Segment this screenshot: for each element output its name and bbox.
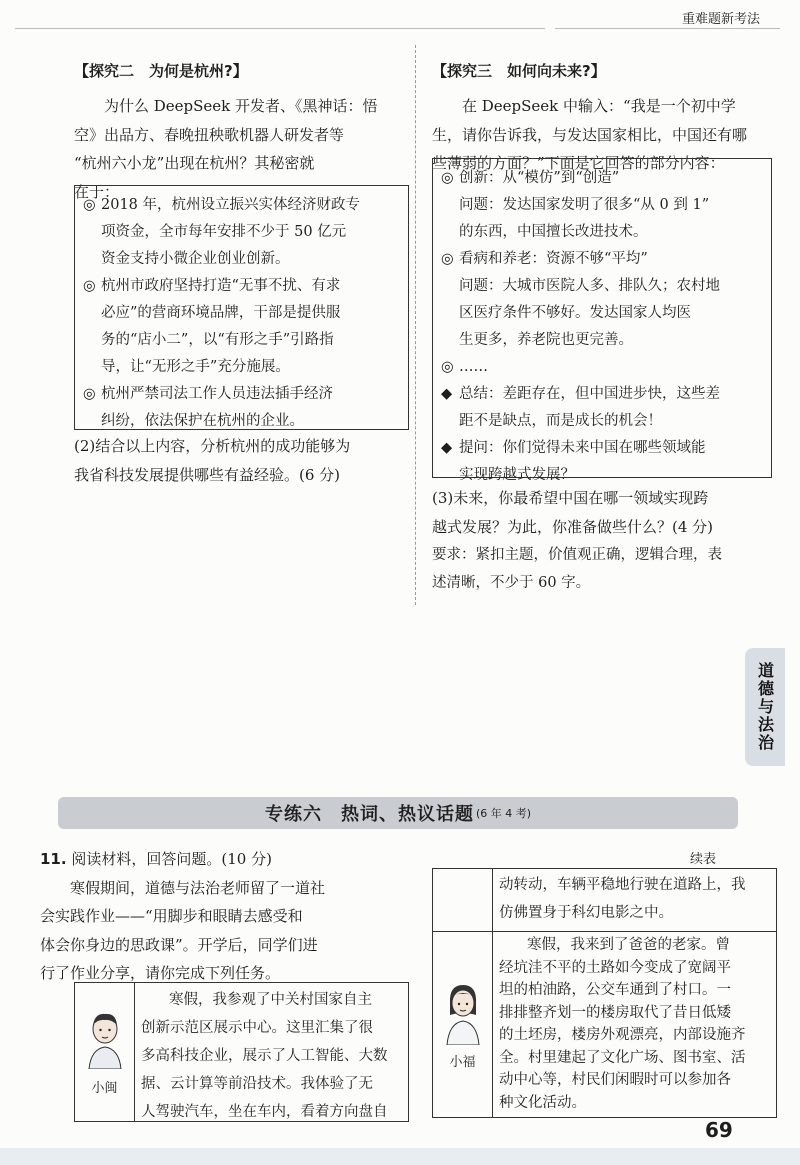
xiaofu-text (493, 932, 776, 1118)
intro-line: “杭州六小龙”出现在杭州？其秘密就 (74, 154, 315, 172)
empty-avatar-cell (433, 869, 493, 931)
section-banner (58, 797, 738, 829)
circle-marker-icon: ◎ (83, 386, 96, 402)
item-line: 导，让“无形之手”充分施展。 (101, 359, 290, 375)
header-title: 重难题新考法 (681, 12, 760, 27)
continued-label: 续表 (690, 852, 717, 867)
circle-marker-icon: ◎ (441, 251, 454, 267)
answer-item (441, 381, 763, 435)
text-line: 寒假，我来到了爸爸的老家。曾 (527, 937, 730, 953)
question-line: 述清晰，不少于 60 字。 (432, 575, 591, 591)
xiaomin-text (135, 983, 408, 1121)
page-number: 69 (705, 1118, 733, 1142)
question-11 (40, 845, 410, 988)
body-line: 行了作业分享，请你完成下列任务。 (40, 964, 281, 982)
item-line: 看病和养老：资源不够“平均” (459, 251, 648, 267)
text-line: 据、云计算等前沿技术。我体验了无 (141, 1076, 373, 1092)
intro-line: 生，请你告诉我，与发达国家相比，中国还有哪 (432, 125, 748, 144)
item-line: 距不是缺点，而是成长的机会！ (459, 413, 662, 429)
diamond-marker-icon: ◆ (441, 386, 453, 402)
circle-marker-icon: ◎ (83, 197, 96, 213)
continued-row (433, 869, 776, 932)
section-title: 专练六 热词、热议话题 (264, 804, 474, 825)
header-rule (15, 28, 545, 29)
intro-line: 些薄弱的方面？”下面是它回答的部分内容： (432, 154, 725, 172)
text-line: 动转动，车辆平稳地行驶在道路上，我 (499, 877, 746, 893)
section-note: (6 年 4 考) (475, 807, 532, 820)
xiaomin-name: 小闽 (91, 1080, 118, 1096)
girl-avatar-icon (441, 981, 485, 1045)
item-line: 区医疗条件不够好。发达国家人均医 (459, 305, 691, 321)
boy-avatar-icon (83, 1009, 127, 1069)
item-line: 创新：从“模仿”到“创造” (459, 170, 620, 186)
material-item (83, 273, 400, 381)
bottom-decorative-band (0, 1148, 800, 1165)
text-line: 多高科技企业，展示了人工智能、大数 (141, 1048, 388, 1064)
xiaofu-avatar-cell (433, 932, 493, 1118)
question-line: 要求：紧扣主题，价值观正确，逻辑合理，表 (432, 547, 722, 563)
item-line: 纠纷，依法保护在杭州的企业。 (101, 413, 304, 429)
continued-table (432, 868, 777, 1118)
item-line: 必应”的营商环境品牌，干部是提供服 (101, 305, 341, 321)
intro-line: 为什么 DeepSeek 开发者、《黑神话：悟 (104, 97, 378, 115)
side-tab-label: 道德与法治 (755, 662, 775, 752)
answer-item (441, 435, 763, 489)
text-line: 坦的柏油路，公交车通到了村口。一 (499, 982, 731, 998)
text-line: 动中心等，村民们闲暇时可以参加各 (499, 1072, 731, 1088)
answer-item (441, 246, 763, 354)
text-line: 人驾驶汽车，坐在车内，看着方向盘自 (141, 1104, 388, 1120)
intro-line: 在 DeepSeek 中输入：“我是一个初中学 (462, 97, 736, 115)
text-line: 经坑洼不平的土路如今变成了宽阔平 (499, 959, 731, 976)
inquiry-2-materials-box (74, 185, 409, 430)
body-line: 会实践作业——“用脚步和眼睛去感受和 (40, 907, 303, 925)
text-line: 种文化活动。 (499, 1094, 586, 1111)
text-line: 的土坯房，楼房外观漂亮，内部设施齐 (499, 1027, 746, 1043)
question-line: (3)未来，你最希望中国在哪一领域实现跨 (432, 489, 709, 507)
question-stem: 阅读材料，回答问题。(10 分) (71, 850, 272, 868)
item-line: 杭州严禁司法工作人员违法插手经济 (101, 386, 333, 402)
item-line: 总结：差距存在，但中国进步快，这些差 (459, 386, 720, 402)
text-line: 排排整齐划一的楼房取代了昔日低矮 (499, 1004, 731, 1021)
text-line: 全。村里建起了文化广场、图书室、活 (499, 1049, 746, 1066)
circle-marker-icon: ◎ (441, 170, 454, 186)
inquiry-3-answer-box (432, 158, 772, 483)
item-line: 资金支持小微企业创业创新。 (101, 251, 290, 267)
item-line: 实现跨越式发展？ (459, 467, 575, 483)
item-line: 的东西，中国擅长改进技术。 (459, 224, 648, 240)
question-3 (432, 484, 777, 597)
question-line: (2)结合以上内容，分析杭州的成功能够为 (74, 437, 351, 455)
item-line: 杭州市政府坚持打造“无事不扰、有求 (101, 278, 341, 294)
item-line: 务的“店小二”，以“有形之手”引路指 (101, 332, 334, 348)
intro-line: 空》出品方、春晚扭秧歌机器人研发者等 (74, 125, 345, 144)
intro-line: 在于： (74, 182, 120, 201)
xiaomin-avatar-cell (75, 983, 135, 1121)
item-line: …… (459, 359, 488, 375)
column-divider (415, 45, 416, 605)
question-number: 11. (40, 850, 67, 868)
material-item (83, 381, 400, 435)
answer-item (441, 354, 763, 381)
header-rule (555, 28, 780, 29)
body-line: 体会你身边的思政课”。开学后，同学们进 (40, 935, 318, 954)
inquiry-2-title: 【探究二 为何是杭州?】 (74, 62, 248, 80)
question-2 (74, 432, 409, 489)
question-line: 我省科技发展提供哪些有益经验。(6 分) (74, 465, 341, 484)
xiaomin-table (74, 982, 409, 1122)
diamond-marker-icon: ◆ (441, 440, 453, 456)
material-item (83, 192, 400, 273)
continued-text (493, 869, 776, 931)
xiaofu-name: 小福 (449, 1054, 476, 1070)
item-line: 问题：大城市医院人多、排队久；农村地 (459, 278, 720, 294)
item-line: 2018 年，杭州设立振兴实体经济财政专 (101, 197, 361, 213)
text-line: 仿佛置身于科幻电影之中。 (499, 905, 673, 921)
text-line: 寒假，我参观了中关村国家自主 (169, 992, 372, 1008)
item-line: 项资金，全市每年安排不少于 50 亿元 (101, 224, 347, 240)
item-line: 问题：发达国家发明了很多“从 0 到 1” (459, 197, 710, 213)
answer-item (441, 165, 763, 246)
item-line: 提问：你们觉得未来中国在哪些领域能 (459, 440, 706, 456)
subject-side-tab (745, 648, 785, 766)
circle-marker-icon: ◎ (83, 278, 96, 294)
xiaofu-row (433, 932, 776, 1118)
item-line: 生更多，养老院也更完善。 (459, 332, 633, 348)
circle-marker-icon: ◎ (441, 359, 454, 375)
text-line: 创新示范区展示中心。这里汇集了很 (141, 1020, 373, 1036)
inquiry-3-title: 【探究三 如何向未来?】 (432, 62, 606, 80)
body-line: 寒假期间，道德与法治老师留了一道社 (70, 878, 326, 897)
question-line: 越式发展？为此，你准备做些什么？(4 分) (432, 517, 714, 536)
